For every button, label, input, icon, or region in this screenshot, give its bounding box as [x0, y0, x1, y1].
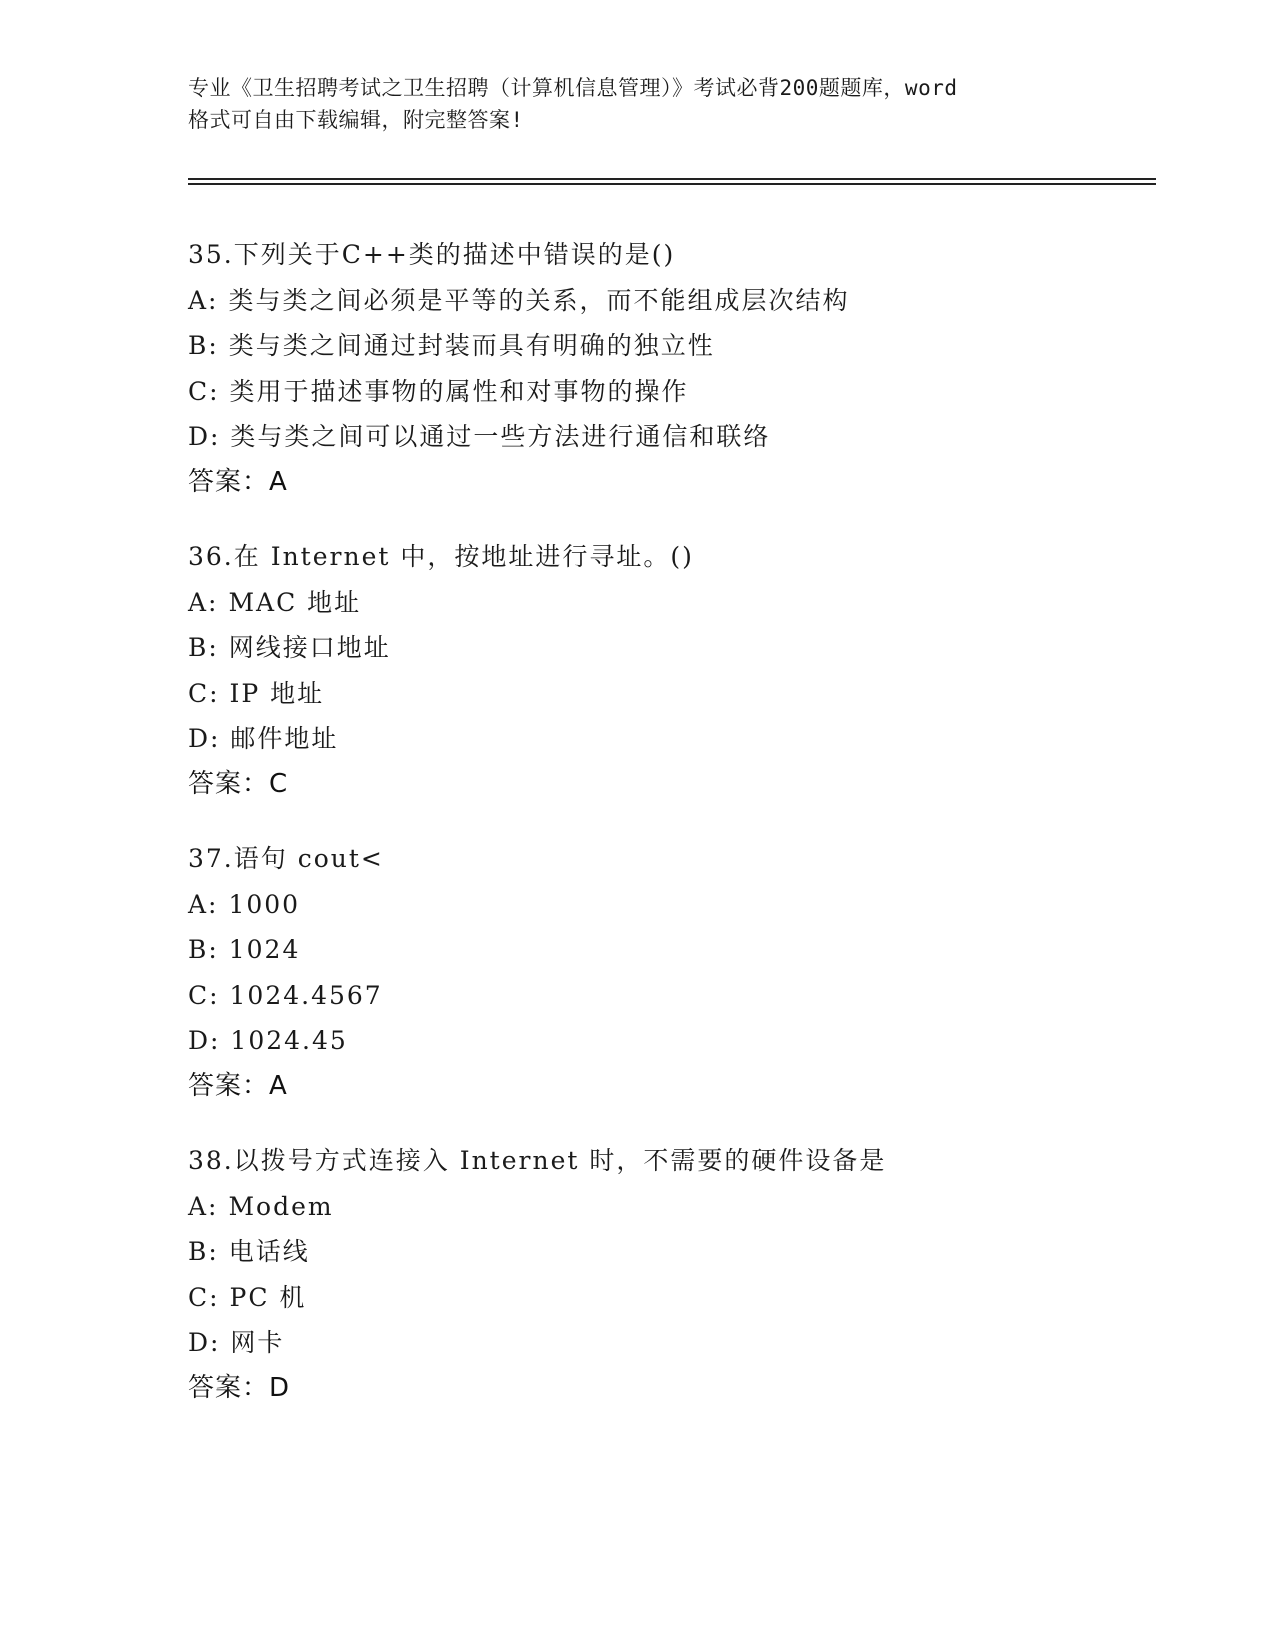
option-key: D:: [188, 422, 221, 451]
option-text: Modem: [228, 1191, 334, 1221]
option-text: MAC 地址: [228, 587, 362, 617]
option-b: [188, 323, 1148, 369]
option-d: [188, 1018, 1148, 1064]
header-line-1: 专业《卫生招聘考试之卫生招聘（计算机信息管理）》考试必背200题题库，word: [188, 76, 958, 100]
option-key: D:: [188, 724, 221, 753]
option-c: [188, 973, 1148, 1019]
option-key: B:: [188, 633, 219, 662]
question-stem: 36.在 Internet 中，按地址进行寻址。(): [188, 542, 694, 571]
option-text: 电话线: [228, 1237, 310, 1266]
option-key: D:: [188, 1026, 221, 1055]
option-c: [188, 671, 1148, 717]
option-text: 类用于描述事物的属性和对事物的操作: [229, 376, 689, 406]
option-key: B:: [188, 331, 219, 360]
question-stem: 38.以拨号方式连接入 Internet 时，不需要的硬件设备是: [188, 1146, 887, 1175]
option-text: 类与类之间必须是平等的关系，而不能组成层次结构: [228, 285, 850, 315]
option-key: A:: [188, 587, 219, 617]
answer-line: 答案：A: [188, 1070, 288, 1101]
header-divider-top: [188, 178, 1156, 180]
option-key: C:: [188, 1282, 220, 1312]
option-a: [188, 1184, 1148, 1230]
option-text: 类与类之间可以通过一些方法进行通信和联络: [230, 422, 771, 451]
question-stem: 35.下列关于C++类的描述中错误的是(): [188, 240, 676, 269]
option-text: PC 机: [229, 1282, 307, 1312]
option-d: [188, 414, 1148, 460]
option-text: 1024.45: [230, 1026, 348, 1055]
option-text: 网线接口地址: [228, 633, 391, 662]
option-c: [188, 1275, 1148, 1321]
option-a: [188, 882, 1148, 928]
option-text: 1000: [228, 889, 301, 919]
header-line-2: 格式可自由下载编辑，附完整答案!: [188, 108, 524, 132]
option-b: [188, 625, 1148, 671]
option-text: 类与类之间通过封装而具有明确的独立性: [228, 331, 715, 360]
document-header: [188, 72, 1088, 136]
option-text: 邮件地址: [230, 724, 339, 753]
option-a: [188, 278, 1148, 324]
question-35: [188, 232, 1148, 505]
option-key: C:: [188, 678, 220, 708]
question-37: [188, 836, 1148, 1109]
question-stem: 37.语句 cout<: [188, 844, 384, 873]
option-key: C:: [188, 376, 220, 406]
answer-line: 答案：A: [188, 466, 288, 497]
option-key: D:: [188, 1328, 221, 1357]
option-key: B:: [188, 935, 219, 964]
question-36: [188, 534, 1148, 807]
option-key: B:: [188, 1237, 219, 1266]
option-key: C:: [188, 980, 220, 1010]
header-divider-bottom: [188, 183, 1156, 185]
option-a: [188, 580, 1148, 626]
option-d: [188, 716, 1148, 762]
option-key: A:: [188, 1191, 219, 1221]
option-text: 1024.4567: [229, 980, 383, 1010]
option-d: [188, 1320, 1148, 1366]
option-text: IP 地址: [229, 678, 325, 708]
option-key: A:: [188, 285, 219, 315]
question-38: [188, 1138, 1148, 1411]
option-b: [188, 1229, 1148, 1275]
answer-line: 答案：C: [188, 768, 289, 799]
answer-line: 答案：D: [188, 1372, 291, 1403]
option-text: 1024: [228, 935, 301, 964]
option-key: A:: [188, 889, 219, 919]
option-c: [188, 369, 1148, 415]
question-list: [188, 232, 1148, 1440]
option-b: [188, 927, 1148, 973]
option-text: 网卡: [230, 1328, 285, 1357]
